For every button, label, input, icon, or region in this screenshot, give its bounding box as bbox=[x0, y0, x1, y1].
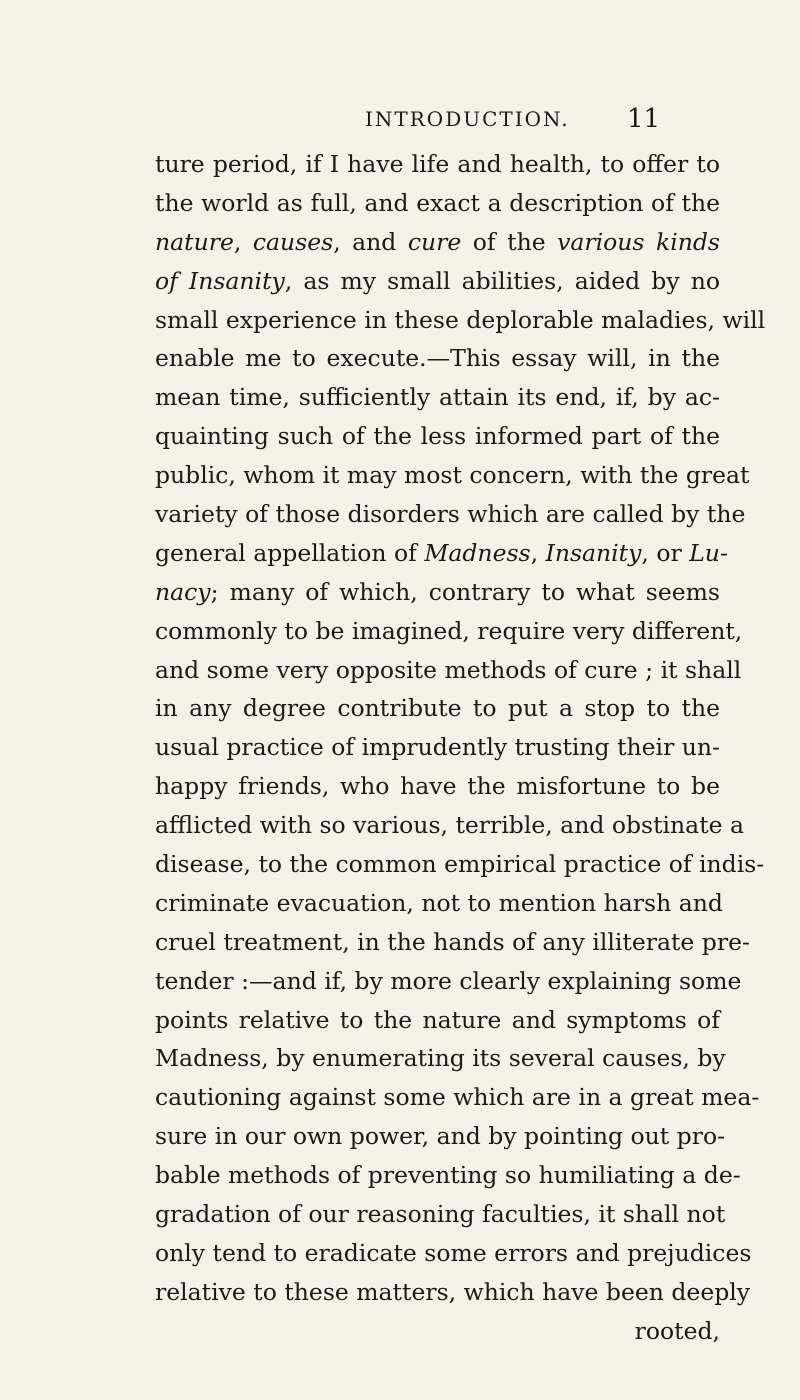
text-line bbox=[155, 1078, 760, 1117]
text-run: Madness, by enumerating its several causes, by bbox=[155, 1044, 726, 1073]
text-run: , bbox=[233, 227, 253, 256]
text-line bbox=[155, 1117, 726, 1156]
text-line bbox=[155, 495, 746, 534]
text-run: cautioning against some which are in a great mea- bbox=[155, 1083, 760, 1112]
text-line bbox=[155, 184, 720, 223]
text-run: ture period, if I have life and health, to offer to bbox=[155, 150, 720, 178]
text-line bbox=[155, 262, 720, 301]
text-run: , or bbox=[641, 538, 690, 567]
text-line bbox=[155, 689, 720, 728]
text-line bbox=[155, 378, 720, 417]
text-run: cruel treatment, in the hands of any illiterate pre- bbox=[155, 927, 750, 956]
text-run: in any degree contribute to put a stop to the bbox=[155, 694, 720, 723]
text-line bbox=[155, 962, 742, 1001]
italic-text: various kinds bbox=[557, 227, 720, 256]
text-line bbox=[155, 1039, 726, 1078]
text-run: , as my small abilities, aided by no bbox=[284, 266, 720, 295]
text-run: relative to these matters, which have been deeply bbox=[155, 1277, 751, 1306]
text-line bbox=[155, 145, 720, 184]
text-run: disease, to the common empirical practice of indis- bbox=[155, 850, 765, 879]
text-line bbox=[155, 534, 728, 573]
text-run: enable me to execute.—This essay will, in the bbox=[155, 344, 720, 373]
text-line bbox=[155, 339, 720, 378]
text-run: general appellation of bbox=[155, 538, 425, 567]
italic-text: Madness bbox=[424, 538, 531, 567]
italic-text: Lu- bbox=[689, 538, 728, 567]
text-run: happy friends, who have the misfortune to be bbox=[155, 772, 720, 801]
body-text bbox=[155, 145, 766, 1351]
text-run: of the bbox=[461, 227, 558, 256]
text-line bbox=[155, 806, 745, 845]
running-head: INTRODUCTION. bbox=[365, 107, 570, 131]
italic-text: nature bbox=[155, 227, 234, 256]
text-line bbox=[155, 1312, 720, 1351]
text-line bbox=[155, 845, 765, 884]
text-line bbox=[155, 884, 723, 923]
text-line bbox=[155, 767, 720, 806]
text-line bbox=[155, 1234, 752, 1273]
italic-text: cure bbox=[407, 227, 462, 256]
text-run: criminate evacuation, not to mention harsh and bbox=[155, 888, 723, 917]
text-run: public, whom it may most concern, with the great bbox=[155, 461, 750, 490]
text-run: bable methods of preventing so humiliating a de- bbox=[155, 1161, 741, 1190]
text-run: tender :—and if, by more clearly explaining some bbox=[155, 966, 742, 995]
text-line bbox=[155, 923, 750, 962]
text-line bbox=[155, 728, 720, 767]
text-run: , and bbox=[333, 227, 408, 256]
text-line bbox=[155, 1156, 741, 1195]
italic-text: of Insanity bbox=[155, 266, 285, 295]
text-line bbox=[155, 223, 720, 262]
text-run: gradation of our reasoning faculties, it shall not bbox=[155, 1200, 726, 1229]
text-run: points relative to the nature and symptoms of bbox=[155, 1005, 720, 1034]
text-run: only tend to eradicate some errors and prejudices bbox=[155, 1238, 752, 1267]
text-run: , bbox=[530, 538, 546, 567]
text-run: sure in our own power, and by pointing out pro- bbox=[155, 1122, 726, 1151]
italic-text: nacy bbox=[155, 577, 211, 606]
text-run: usual practice of imprudently trusting their un- bbox=[155, 733, 720, 762]
text-run: quainting such of the less informed part of the bbox=[155, 422, 720, 451]
text-line bbox=[155, 651, 742, 690]
text-line bbox=[155, 417, 720, 456]
text-run: the world as full, and exact a description of the bbox=[155, 188, 720, 217]
italic-text: Insanity bbox=[545, 538, 642, 567]
text-line bbox=[155, 1001, 720, 1040]
text-run: rooted, bbox=[634, 1316, 720, 1345]
text-line bbox=[155, 456, 750, 495]
italic-text: causes bbox=[252, 227, 334, 256]
text-run: afflicted with so various, terrible, and obstinate a bbox=[155, 811, 745, 840]
text-line bbox=[155, 573, 720, 612]
text-run: small experience in these deplorable maladies, will bbox=[155, 305, 766, 334]
text-line bbox=[155, 1273, 751, 1312]
page-number: 11 bbox=[627, 104, 661, 134]
text-line bbox=[155, 612, 743, 651]
text-run: and some very opposite methods of cure ; it shall bbox=[155, 655, 742, 684]
text-run: ; many of which, contrary to what seems bbox=[210, 577, 720, 606]
text-run: commonly to be imagined, require very different, bbox=[155, 616, 743, 645]
text-line bbox=[155, 301, 766, 340]
text-line bbox=[155, 1195, 726, 1234]
text-run: mean time, sufficiently attain its end, if, by ac- bbox=[155, 383, 720, 412]
text-run: variety of those disorders which are called by the bbox=[155, 500, 746, 529]
